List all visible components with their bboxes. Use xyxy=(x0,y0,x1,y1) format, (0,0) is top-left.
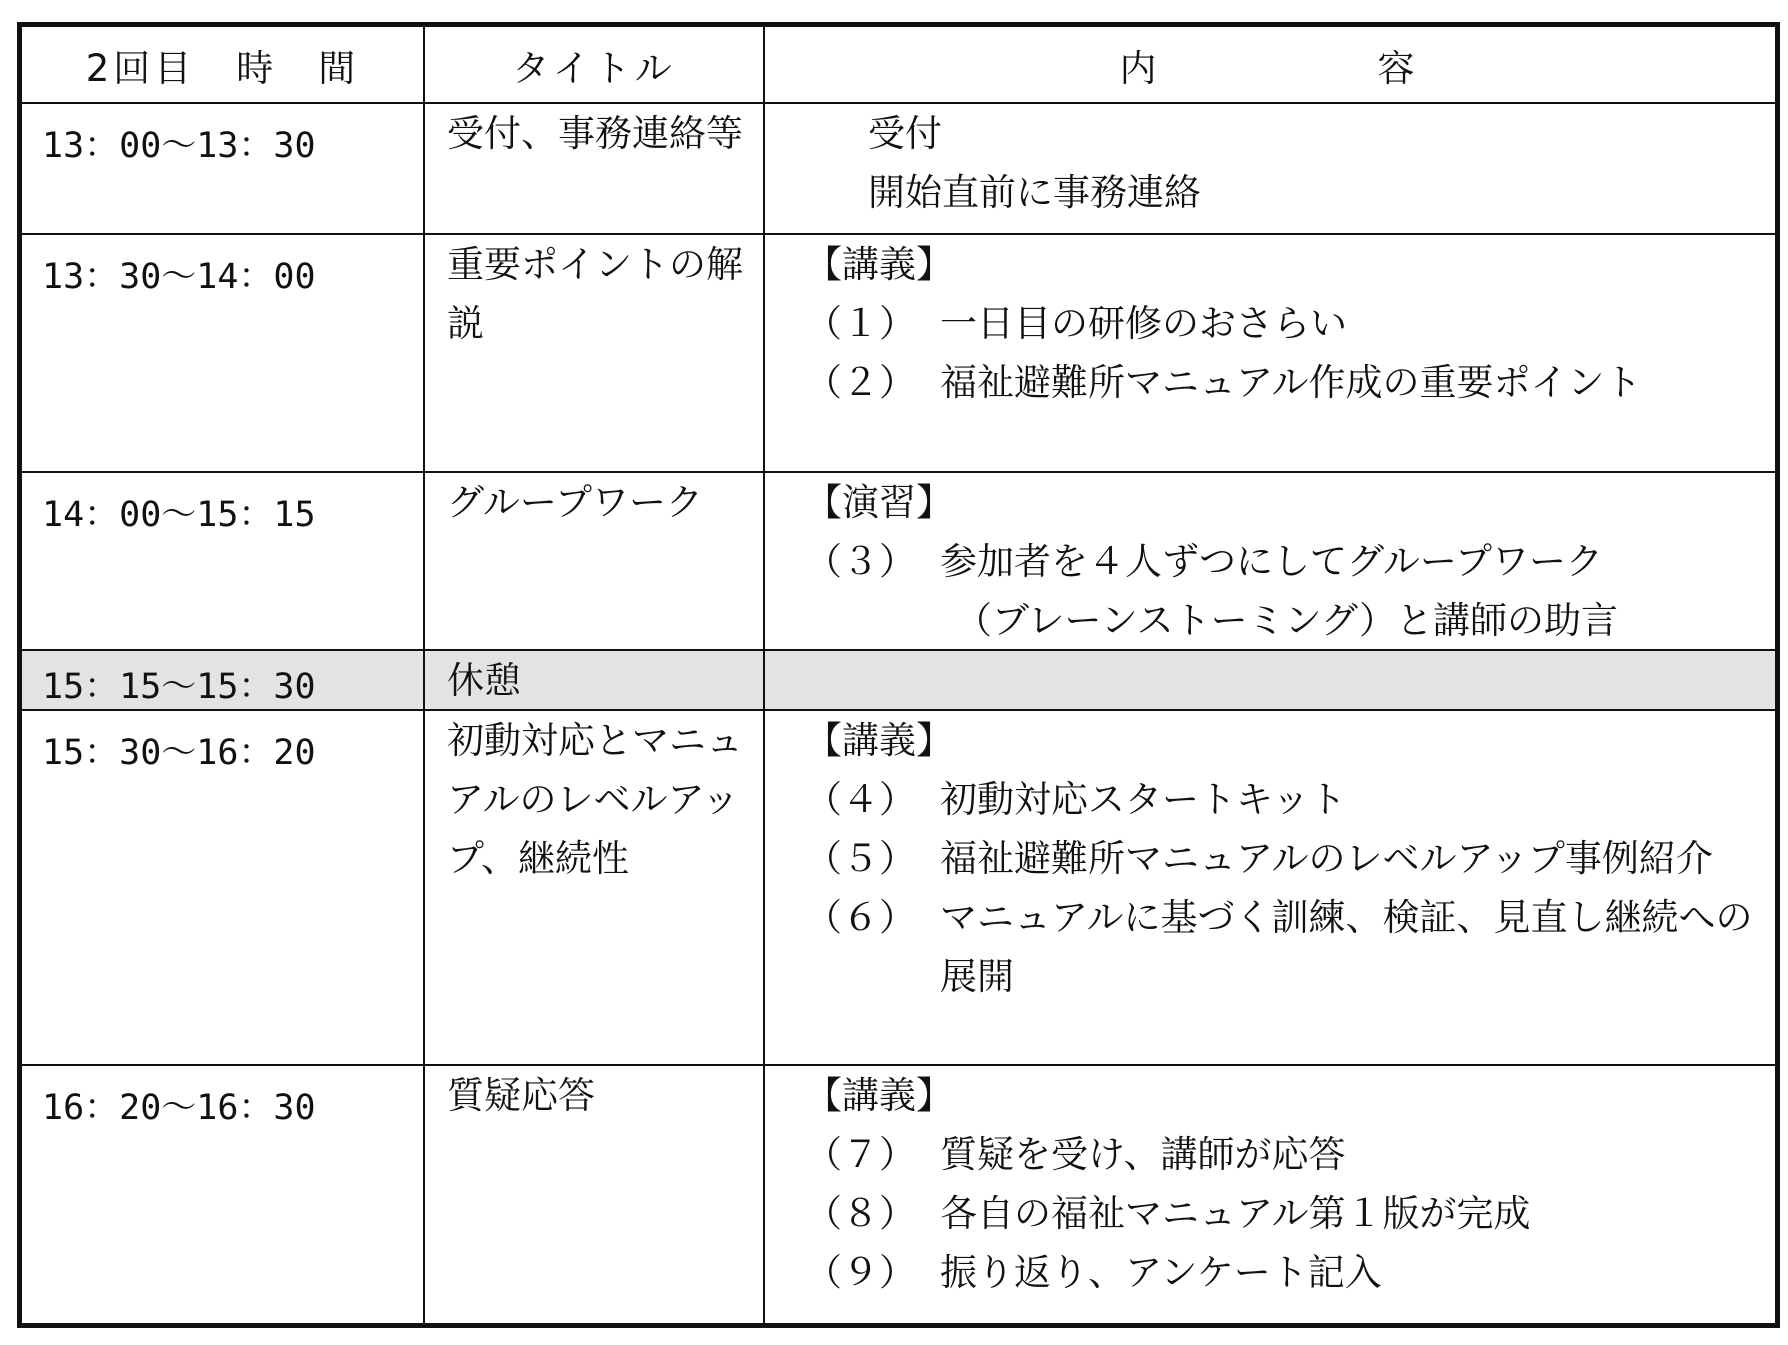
table-row-break xyxy=(22,651,1775,711)
item-number: （１） xyxy=(805,302,916,345)
item-text: マニュアルに基づく訓練、検証、見直し継続への展開 xyxy=(940,896,1753,998)
list-item xyxy=(805,1125,1775,1184)
item-text: 振り返り、アンケート記入 xyxy=(940,1251,1382,1294)
item-number: （８） xyxy=(805,1192,916,1235)
list-item xyxy=(805,1243,1775,1302)
table-row xyxy=(22,711,1775,1066)
item-text: 福祉避難所マニュアル作成の重要ポイント xyxy=(940,361,1642,404)
item-number: （７） xyxy=(805,1133,916,1176)
item-text: 福祉避難所マニュアルのレベルアップ事例紹介 xyxy=(940,837,1713,880)
item-number: （６） xyxy=(805,896,916,939)
section-label: 【講義】 xyxy=(805,719,953,762)
title-cell: 休憩 xyxy=(425,651,765,709)
list-item xyxy=(805,770,1775,829)
time-cell: 13：00〜13：30 xyxy=(22,104,425,233)
title-cell: 初動対応とマニュアルのレベルアップ、継続性 xyxy=(425,711,765,1064)
header-content: 内 容 xyxy=(1119,46,1421,90)
table-row xyxy=(22,235,1775,473)
schedule-table xyxy=(17,22,1780,1328)
item-text: 各自の福祉マニュアル第１版が完成 xyxy=(940,1192,1531,1235)
time-cell: 15：15〜15：30 xyxy=(22,651,425,709)
item-number: （９） xyxy=(805,1251,916,1294)
title-cell: グループワーク xyxy=(425,473,765,649)
item-continuation: （ブレーンストーミング）と講師の助言 xyxy=(955,599,1619,642)
list-item xyxy=(805,829,1775,888)
section-label: 【演習】 xyxy=(805,481,953,524)
item-text: 初動対応スタートキット xyxy=(940,778,1347,821)
item-number: （３） xyxy=(805,540,916,583)
section-label: 【講義】 xyxy=(805,1074,953,1117)
content-cell xyxy=(765,473,1775,649)
content-cell xyxy=(765,235,1775,471)
content-cell xyxy=(765,104,1775,233)
list-item xyxy=(805,532,1775,591)
item-number: （５） xyxy=(805,837,916,880)
time-cell: 13：30〜14：00 xyxy=(22,235,425,471)
list-item xyxy=(805,1184,1775,1243)
time-cell: 15：30〜16：20 xyxy=(22,711,425,1064)
header-time: 2回目 時 間 xyxy=(22,27,425,102)
content-line: 受付 xyxy=(868,112,942,155)
title-cell: 重要ポイントの解説 xyxy=(425,235,765,471)
item-text: 参加者を４人ずつにしてグループワーク xyxy=(940,540,1604,583)
list-item xyxy=(805,888,1775,1006)
title-cell: 受付、事務連絡等 xyxy=(425,104,765,233)
title-cell: 質疑応答 xyxy=(425,1066,765,1328)
header-title: タイトル xyxy=(425,27,765,102)
table-row xyxy=(22,104,1775,235)
list-item xyxy=(805,294,1775,353)
content-cell xyxy=(765,651,1775,709)
content-cell xyxy=(765,1066,1775,1328)
item-number: （４） xyxy=(805,778,916,821)
content-cell xyxy=(765,711,1775,1064)
section-label: 【講義】 xyxy=(805,243,953,286)
time-cell: 16：20〜16：30 xyxy=(22,1066,425,1328)
table-row xyxy=(22,1066,1775,1328)
item-text: 一日目の研修のおさらい xyxy=(940,302,1347,345)
item-text: 質疑を受け、講師が応答 xyxy=(940,1133,1346,1176)
table-header xyxy=(22,27,1775,104)
time-cell: 14：00〜15：15 xyxy=(22,473,425,649)
list-item xyxy=(805,353,1775,412)
table-row xyxy=(22,473,1775,651)
content-line: 開始直前に事務連絡 xyxy=(868,171,1201,214)
item-number: （２） xyxy=(805,361,916,404)
